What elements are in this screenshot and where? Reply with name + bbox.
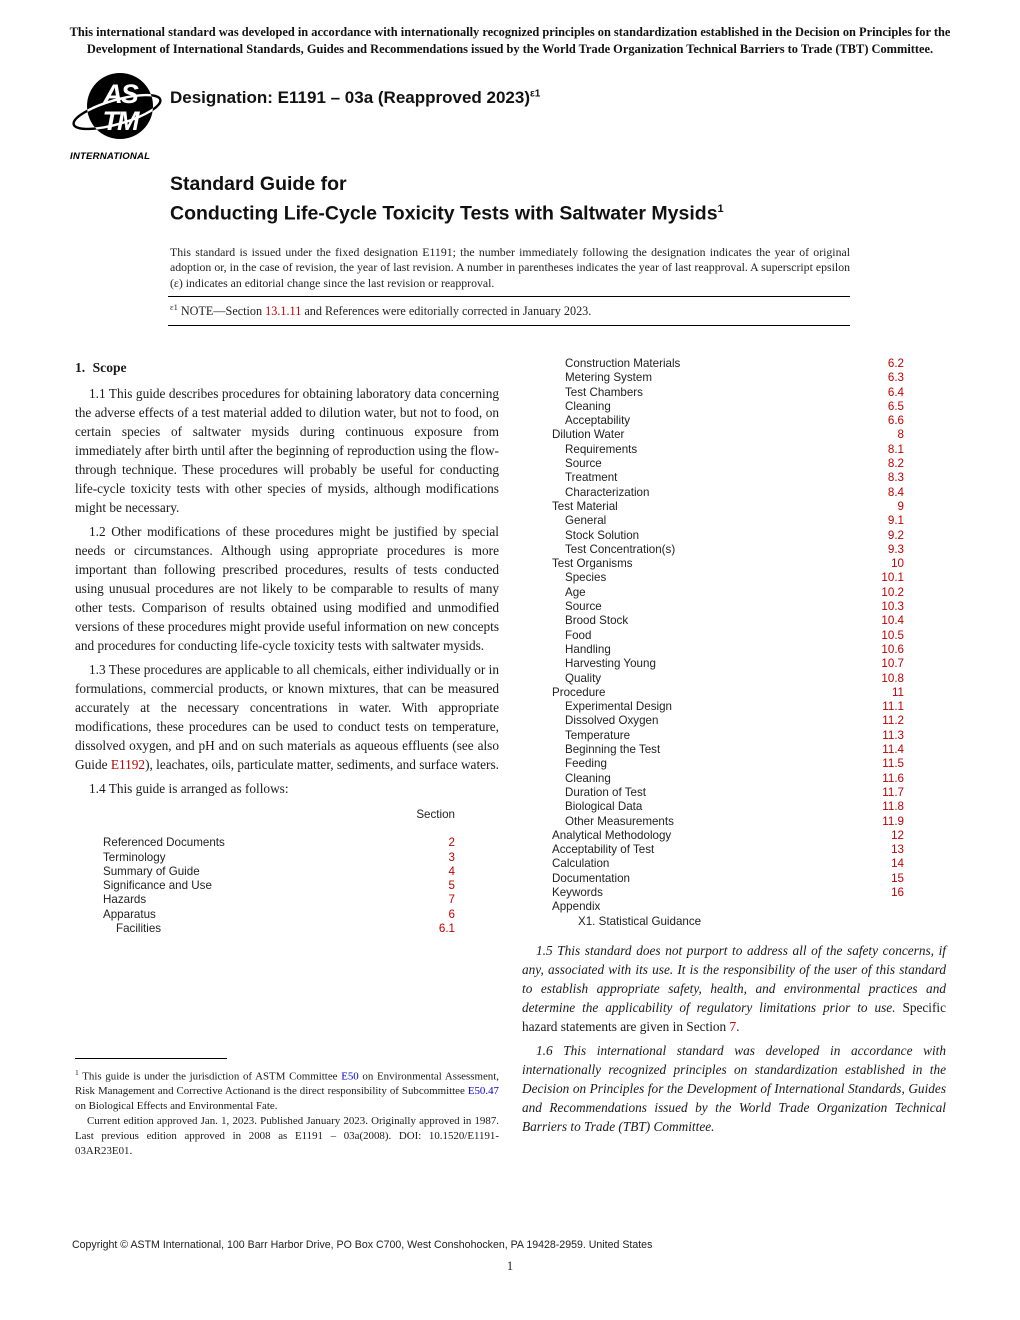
toc-row (552, 700, 904, 714)
toc-row (552, 614, 904, 628)
paragraph-1-1: 1.1 This guide describes procedures for obtaining laboratory data concerning the adverse effects of a test material added to dilution water, but not to food, on certain species of saltwater mysids during continuous exposure from immediately after birth until after the beginning of reproduction using the flow-through technique. These procedures will probably be useful for conducting life-cycle toxicity tests with other species of mysids, although modifications might be necessary. (75, 386, 499, 515)
toc-entry-label: Age (565, 585, 586, 599)
toc-entry-section-link[interactable]: 10.1 (881, 571, 904, 585)
toc-row (103, 851, 455, 865)
toc-row (552, 672, 904, 686)
title-line2: Conducting Life-Cycle Toxicity Tests with Saltwater Mysids$^1$ (170, 202, 724, 225)
toc-entry-label: Dilution Water (552, 428, 625, 442)
toc-row (103, 922, 455, 936)
toc-entry-section-link[interactable]: 2 (448, 836, 455, 850)
toc-entry-label: General (565, 514, 607, 528)
title-footnote-ref[interactable]: 1 (717, 203, 724, 215)
toc-row (552, 800, 904, 814)
section-7-link[interactable]: 7 (729, 1018, 737, 1034)
toc-entry-label: Keywords (552, 885, 603, 899)
toc-right-rows (552, 357, 904, 929)
toc-right (552, 357, 904, 929)
toc-row (552, 586, 904, 600)
toc-entry-section-link[interactable]: 10.5 (881, 628, 904, 642)
toc-entry-label: Dissolved Oxygen (565, 714, 659, 728)
toc-entry-section-link[interactable]: 15 (891, 871, 904, 885)
toc-row (552, 443, 904, 457)
toc-entry-label: Food (565, 628, 592, 642)
toc-row (552, 786, 904, 800)
footnote (75, 1058, 499, 1158)
toc-row (103, 865, 455, 879)
toc-entry-section-link[interactable]: 9.1 (887, 514, 904, 528)
toc-entry-label: Metering System (565, 371, 652, 385)
toc-row (552, 428, 904, 442)
toc-entry-section-link[interactable]: 4 (448, 864, 455, 878)
toc-entry-section-link[interactable]: 5 (448, 879, 455, 893)
footnote-paragraph-2: Current edition approved Jan. 1, 2023. Published January 2023. Originally approved in 1987. Last previous edition approved in 2008 as E1191 – 03a(2008). DOI: 10.1520/E1191-03AR23E01. (75, 1115, 499, 1157)
toc-entry-section-link[interactable]: 11.5 (882, 757, 904, 771)
wto-notice: This international standard was developed in accordance with internationally recognized principles on standardization established in the Decision on Principles for the Development of International Standards, Guides and Recommendations issued by the World Trade Organization Technical Barriers to Trade (TBT) Committee. (69, 25, 951, 57)
committee-e50-link[interactable]: E50 (341, 1070, 359, 1083)
astm-logo (70, 70, 182, 162)
toc-entry-section-link[interactable]: 8.1 (887, 442, 904, 456)
toc-row (552, 815, 904, 829)
toc-entry-label: Calculation (552, 857, 610, 871)
toc-entry-label: Characterization (565, 485, 650, 499)
toc-row (552, 543, 904, 557)
designation-code: E1191 – 03a (Reapproved 2023) (272, 88, 530, 107)
designation-epsilon-sup: ε1 (530, 88, 541, 100)
toc-entry-label: Stock Solution (565, 528, 640, 542)
toc-entry-section-link[interactable]: 11.3 (882, 728, 904, 742)
toc-entry-label: Documentation (552, 871, 630, 885)
toc-row (552, 457, 904, 471)
toc-row (552, 729, 904, 743)
toc-entry-label: Species (565, 571, 607, 585)
toc-entry-section-link[interactable]: 9.2 (887, 528, 904, 542)
toc-row (552, 571, 904, 585)
toc-entry-section-link[interactable]: 10.6 (881, 642, 904, 656)
toc-entry-label: Source (565, 457, 602, 471)
toc-row (552, 500, 904, 514)
toc-row (552, 714, 904, 728)
toc-row (552, 686, 904, 700)
toc-row (552, 371, 904, 385)
toc-row (552, 529, 904, 543)
toc-row (552, 600, 904, 614)
toc-entry-label: Referenced Documents (103, 836, 225, 850)
toc-entry-section-link[interactable]: 10.2 (881, 585, 904, 599)
astm-globe-icon (70, 70, 166, 150)
toc-entry-no-number (852, 915, 904, 929)
footnote-rule (75, 1058, 227, 1059)
toc-row (552, 900, 904, 914)
page-number: 1 (506, 1259, 514, 1273)
footnote-paragraph-1: $^1$ This guide is under the jurisdiction of ASTM Committee E50 on Environmental Assessment, Risk Management and Corrective Actionand is the direct responsibility of Subcommittee E50.47 on Biological Effects and Environmental Fate. (75, 1068, 499, 1113)
toc-entry-section-link[interactable]: 8.3 (887, 471, 904, 485)
toc-entry-section-link[interactable]: 6.3 (887, 371, 904, 385)
toc-left (103, 808, 455, 936)
toc-entry-label: Acceptability (565, 414, 631, 428)
toc-entry-section-link[interactable]: 6.5 (887, 399, 904, 413)
toc-entry-label: Hazards (103, 893, 147, 907)
toc-entry-label: X1. Statistical Guidance (578, 914, 702, 928)
toc-entry-label: Acceptability of Test (552, 843, 655, 857)
toc-row (552, 857, 904, 871)
toc-entry-section-link[interactable]: 10.8 (881, 671, 904, 685)
toc-entry-label: Beginning the Test (565, 743, 661, 757)
toc-entry-label: Test Chambers (565, 385, 643, 399)
toc-entry-label: Quality (565, 671, 602, 685)
toc-entry-section-link[interactable]: 11.6 (882, 771, 904, 785)
toc-row (552, 629, 904, 643)
toc-entry-section-link[interactable]: 16 (891, 885, 904, 899)
toc-entry-section-link[interactable]: 8.4 (887, 485, 904, 499)
toc-row (552, 357, 904, 371)
toc-entry-label: Test Concentration(s) (565, 542, 676, 556)
toc-entry-section-link[interactable]: 9.3 (887, 542, 904, 556)
toc-entry-label: Apparatus (103, 907, 156, 921)
designation (170, 88, 540, 108)
toc-row (552, 915, 904, 929)
toc-entry-label: Appendix (552, 900, 601, 914)
toc-entry-label: Source (565, 600, 602, 614)
toc-entry-label: Test Organisms (552, 557, 633, 571)
toc-entry-section-link[interactable]: 11.2 (882, 714, 904, 728)
toc-entry-section-link[interactable]: 12 (891, 828, 904, 842)
toc-entry-section-link[interactable]: 8 (897, 428, 904, 442)
toc-entry-label: Experimental Design (565, 700, 672, 714)
toc-entry-label: Significance and Use (103, 879, 212, 893)
toc-entry-section-link[interactable]: 7 (448, 893, 455, 907)
subcommittee-e50-47-link[interactable]: E50.47 (467, 1085, 499, 1098)
guide-e1192-link[interactable]: E1192 (110, 757, 146, 772)
toc-entry-section-link[interactable]: 10.3 (881, 600, 904, 614)
paragraph-1-3: 1.3 These procedures are applicable to all chemicals, either individually or in formulations, commercial products, or known mixtures, that can be measured accurately at the necessary concentrations in water. With appropriate modifications, these procedures can be used to conduct tests on temperature, dissolved oxygen, and pH and on such materials as aqueous effluents (see also Guide E1192), leachates, oils, particulate matter, sediments, and surface waters. (75, 662, 499, 772)
toc-row (552, 386, 904, 400)
paragraph-1-4: 1.4 This guide is arranged as follows: (89, 781, 289, 796)
toc-entry-label: Other Measurements (565, 814, 674, 828)
toc-entry-label: Feeding (565, 757, 607, 771)
note-epsilon-sup: ε1 (170, 302, 178, 312)
toc-row (552, 471, 904, 485)
toc-entry-no-number (852, 900, 904, 914)
astm-monogram-top: AS (103, 79, 137, 109)
toc-row (552, 829, 904, 843)
astm-monogram-bottom: TM (102, 106, 138, 136)
editorial-note: $^{\varepsilon 1}$ NOTE—Section 13.1.11 and References were editorially corrected in January 2023. (168, 296, 850, 326)
toc-entry-section-link[interactable]: 13 (891, 843, 904, 857)
toc-entry-label: Terminology (103, 850, 166, 864)
toc-entry-label: Procedure (552, 685, 606, 699)
toc-row (552, 757, 904, 771)
toc-entry-label: Harvesting Young (565, 657, 656, 671)
toc-row (552, 643, 904, 657)
toc-row (552, 486, 904, 500)
toc-entry-label: Test Material (552, 499, 618, 513)
toc-row (103, 893, 455, 907)
toc-entry-label: Construction Materials (565, 357, 681, 370)
toc-entry-label: Summary of Guide (103, 864, 200, 878)
issuance-paragraph: This standard is issued under the fixed designation E1191; the number immediately following the designation indicates the year of original adoption or, in the case of revision, the year of last revision. A number in parentheses indicates the year of last reapproval. A superscript epsilon (ε) indicates an editorial change since the last revision or reapproval. (170, 245, 850, 290)
toc-row (552, 557, 904, 571)
toc-entry-section-link[interactable]: 11.7 (882, 785, 904, 799)
toc-entry-label: Analytical Methodology (552, 828, 672, 842)
toc-row (552, 872, 904, 886)
toc-row (103, 836, 455, 850)
toc-entry-section-link[interactable]: 6.1 (438, 922, 455, 936)
paragraph-1-6: 1.6 This international standard was developed in accordance with internationally recognized principles on standardization established in the Decision on Principles for the Development of International Standards, Guides and Recommendations issued by the World Trade Organization Technical Barriers to Trade (TBT) Committee. (522, 1042, 946, 1134)
toc-row (552, 843, 904, 857)
toc-entry-section-link[interactable]: 11 (891, 685, 904, 699)
paragraph-1-2: 1.2 Other modifications of these procedures might be justified by special needs or circumstances. Although using appropriate procedures is more important than following prescribed procedures, results of tests conducted using unusual procedures are not likely to be comparable to results of many other tests. Comparison of results obtained using modified and unmodified versions of these procedures might provide useful information on new concepts and procedures for conducting life-cycle toxicity tests with saltwater mysids. (75, 524, 499, 653)
toc-row (552, 514, 904, 528)
toc-left-rows (103, 836, 455, 936)
toc-entry-section-link[interactable]: 6.4 (887, 385, 904, 399)
toc-row (552, 657, 904, 671)
toc-entry-label: Brood Stock (565, 614, 629, 628)
title-line1: Standard Guide for (170, 173, 347, 195)
paragraph-1-5: 1.5 This standard does not purport to address all of the safety concerns, if any, associated with its use. It is the responsibility of the user of this standard to establish appropriate safety, health, and environmental practices and determine the applicability of regulatory limitations prior to use. Specific hazard statements are given in Section 7. (522, 942, 947, 1034)
toc-entry-section-link[interactable]: 8.2 (887, 457, 904, 471)
toc-row (103, 879, 455, 893)
toc-entry-section-link[interactable]: 11.4 (882, 743, 904, 757)
note-section-link[interactable]: 13.1.11 (265, 304, 302, 319)
toc-entry-section-link[interactable]: 11.1 (882, 700, 904, 714)
standard-title (170, 172, 870, 227)
designation-label: Designation: (170, 88, 273, 107)
toc-row (552, 772, 904, 786)
right-column (522, 355, 946, 1141)
toc-entry-section-link[interactable]: 10.7 (881, 657, 904, 671)
toc-row (552, 743, 904, 757)
toc-entry-section-link[interactable]: 9 (897, 499, 904, 513)
toc-entry-label: Treatment (565, 471, 618, 485)
toc-entry-label: Cleaning (565, 771, 611, 785)
toc-entry-section-link[interactable]: 6.6 (887, 414, 904, 428)
toc-entry-section-link[interactable]: 14 (891, 857, 904, 871)
toc-entry-label: Biological Data (565, 800, 643, 814)
toc-entry-section-link[interactable]: 10 (891, 557, 904, 571)
scope-heading: 1. Scope (75, 360, 127, 375)
toc-row (552, 886, 904, 900)
toc-entry-section-link[interactable]: 6.2 (887, 357, 904, 370)
toc-entry-section-link[interactable]: 6 (448, 907, 455, 921)
toc-entry-section-link[interactable]: 10.4 (881, 614, 904, 628)
toc-entry-section-link[interactable]: 11.8 (882, 800, 904, 814)
toc-entry-section-link[interactable]: 3 (448, 850, 455, 864)
toc-entry-section-link[interactable]: 11.9 (882, 814, 904, 828)
toc-entry-label: Cleaning (565, 399, 611, 413)
copyright-line: Copyright © ASTM International, 100 Barr Harbor Drive, PO Box C700, West Conshohocken, PA 19428-2959. United States (72, 1239, 653, 1251)
toc-row (552, 414, 904, 428)
astm-logo-subtitle: INTERNATIONAL (70, 151, 151, 162)
toc-entry-label: Temperature (565, 728, 631, 742)
toc-entry-label: Duration of Test (565, 785, 646, 799)
toc-entry-label: Handling (565, 642, 611, 656)
toc-row (103, 908, 455, 922)
left-column (75, 358, 499, 936)
toc-section-header: Section (416, 808, 455, 821)
toc-entry-label: Facilities (116, 922, 162, 936)
toc-entry-label: Requirements (565, 442, 638, 456)
toc-row (552, 400, 904, 414)
